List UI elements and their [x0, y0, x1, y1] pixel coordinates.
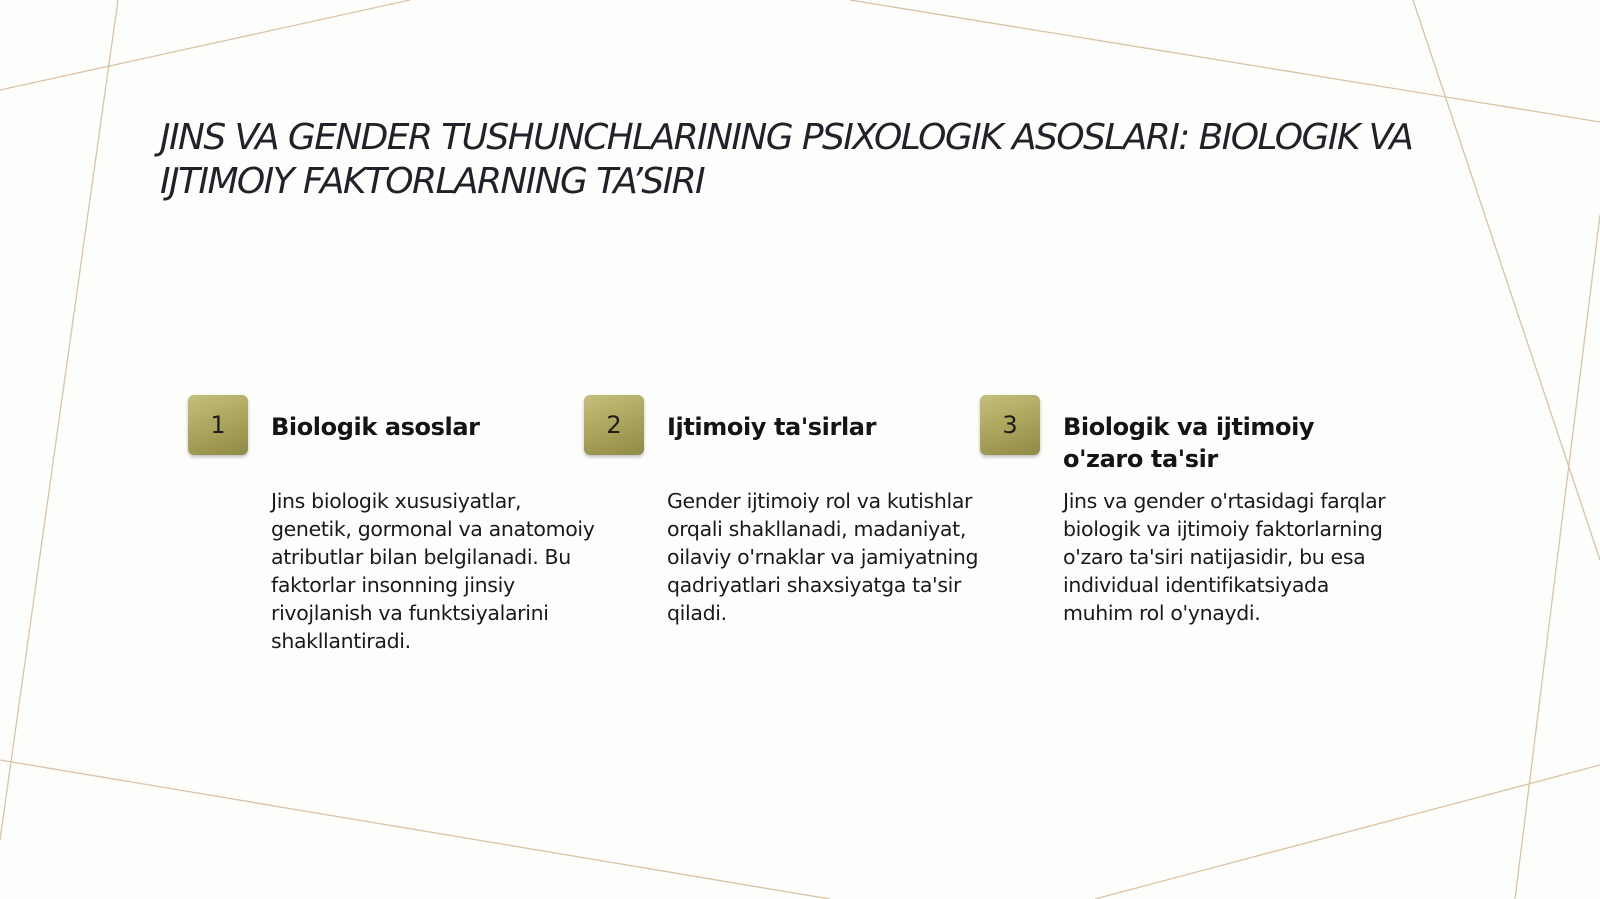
frame-line — [0, 0, 410, 90]
frame-line — [0, 760, 830, 899]
card-text: Jins va gender o'rtasidagi farqlar biologik va ijtimoiy faktorlarning o'zaro ta'siri natijasidir, bu esa individual identifikatsiyada muhim rol o'ynaydi. — [1063, 489, 1386, 625]
card-title: Biologik va ijtimoiy o'zaro ta'sir — [1063, 413, 1315, 473]
card-biologik-asoslar — [188, 395, 595, 675]
frame-line — [850, 0, 1600, 122]
card-biologik-va-ijtimoiy — [980, 395, 1386, 675]
card-title: Ijtimoiy ta'sirlar — [667, 413, 876, 441]
frame-line — [1515, 215, 1600, 899]
frame-line — [0, 0, 118, 840]
number-badge: 2 — [584, 395, 644, 455]
frame-line — [1413, 0, 1600, 560]
slide-title: JINS VA GENDER TUSHUNCHLARINING PSIXOLOGIK ASOSLARI: BIOLOGIK VA IJTIMOIY FAKTORLARNING TA’SIRI — [160, 117, 1413, 202]
card-title: Biologik asoslar — [271, 413, 480, 441]
card-ijtimoiy-tasirlar — [584, 395, 979, 675]
number-badge: 3 — [980, 395, 1040, 455]
frame-line — [1095, 765, 1600, 899]
card-text: Jins biologik xususiyatlar, genetik, gormonal va anatomoiy atributlar bilan belgilanadi. Bu faktorlar insonning jinsiy rivojlanish va funktsiyalarini shakllantiradi. — [271, 489, 595, 653]
card-text: Gender ijtimoiy rol va kutishlar orqali shakllanadi, madaniyat, oilaviy o'rnaklar va jamiyatning qadriyatlari shaxsiyatga ta'sir qiladi. — [667, 489, 979, 625]
number-badge: 1 — [188, 395, 248, 455]
